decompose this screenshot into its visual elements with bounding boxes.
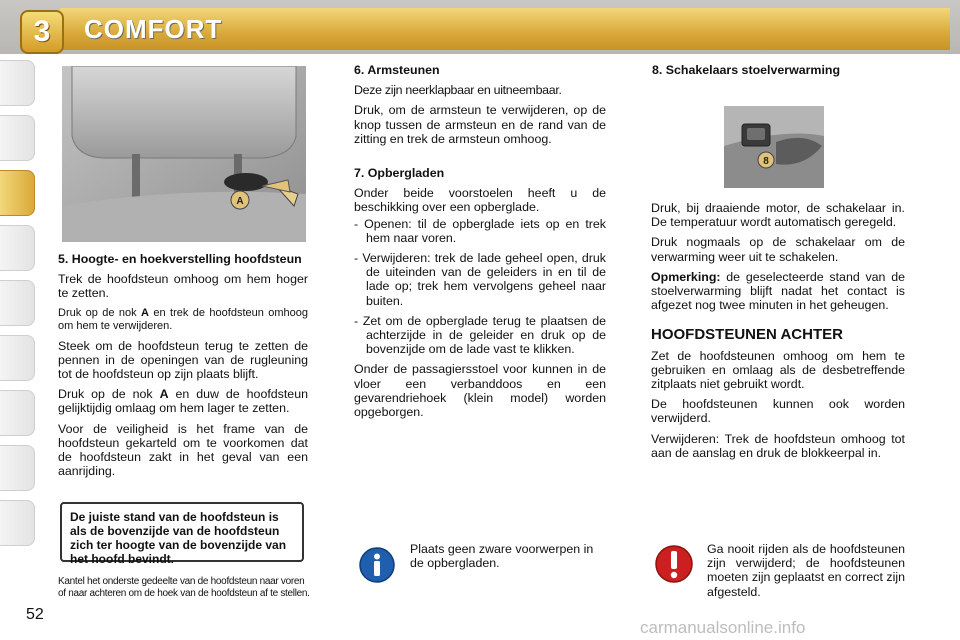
photo-label-a: A — [236, 196, 244, 207]
middle-column — [354, 63, 606, 425]
side-tab[interactable] — [0, 115, 35, 161]
headrest-illustration — [62, 66, 306, 242]
heading-seat-heating: 8. Schakelaars stoelverwarming — [652, 63, 841, 77]
paragraph: Onder beide voorstoelen heeft u de beschikking over een opberglade. — [354, 186, 606, 215]
paragraph: Verwijderen: Trek de hoofdsteun omhoog tot aan de aanslag en druk de blokkeerpal in. — [651, 431, 905, 460]
headrest-position-note: De juiste stand van de hoofdsteun is als de bovenzijde van de hoofdsteun zich ter hoogte van de bovenzijde van het hoofd bevindt. — [60, 502, 304, 562]
chapter-title: COMFORT — [84, 14, 223, 44]
heading-headrest-adjust: 5. Hoogte- en hoekverstelling hoofdsteun — [58, 252, 302, 266]
paragraph-lower — [58, 387, 308, 415]
side-tab[interactable] — [0, 335, 35, 381]
right-column — [651, 201, 905, 466]
paragraph: Trek de hoofdsteun omhoog om hem hoger te zetten. — [58, 272, 308, 301]
paragraph: De hoofdsteunen kunnen ook worden verwijderd. — [651, 397, 905, 426]
text: Druk op de nok — [58, 387, 160, 402]
headrest-photo — [62, 66, 306, 242]
page-number: 52 — [26, 606, 44, 623]
heading-armrests: 6. Armsteunen — [354, 63, 440, 77]
side-tab[interactable] — [0, 390, 35, 436]
warning-text: Ga nooit rijden als de hoofdsteunen zijn verwijderd; de hoofdsteunen moeten zijn geplaatst en correct zijn afgesteld. — [707, 542, 905, 599]
paragraph: Deze zijn neerklapbaar en uitneembaar. — [354, 83, 562, 98]
watermark: carmanualsonline.info — [640, 618, 806, 637]
text: Druk op de nok — [58, 306, 142, 319]
side-tab-active[interactable] — [0, 170, 35, 216]
headrest-caption: Kantel het onderste gedeelte van de hoofdsteun naar voren of naar achteren om de hoek van de hoofdsteun af te stellen. — [58, 576, 310, 599]
right-column-heading — [652, 63, 906, 83]
paragraph-remove — [58, 307, 308, 333]
paragraph: Voor de veiligheid is het frame van de hoofdsteun gekarteld om te voorkomen dat de hoofdsteun zakt in het geval van een aanrijding. — [58, 421, 308, 479]
info-icon — [358, 546, 396, 584]
side-tab[interactable] — [0, 445, 35, 491]
paragraph: Zet de hoofdsteunen omhoog om hem te gebruiken en omlaag als de desbetreffende zitplaats niet gebruikt wordt. — [651, 348, 905, 392]
side-tab[interactable] — [0, 280, 35, 326]
side-tab[interactable] — [0, 60, 35, 106]
side-tab[interactable] — [0, 225, 35, 271]
text: de geselecteerde stand van de stoelverwarming blijft nadat het contact is afgezet nog twee minuten in het geheugen. — [651, 269, 905, 313]
paragraph-remark — [651, 270, 905, 313]
section-title-rear-headrests: HOOFDSTEUNEN ACHTER — [651, 326, 843, 344]
paragraph: Druk nogmaals op de schakelaar om de verwarming weer uit te schakelen. — [651, 235, 905, 264]
heading-drawers: 7. Opbergladen — [354, 166, 445, 181]
seat-heating-photo — [724, 106, 824, 188]
warning-icon — [654, 544, 694, 584]
label-a: A — [159, 387, 169, 402]
label-a: A — [141, 306, 149, 319]
text: en duw de hoofdsteun gelijktijdig omlaag om hem lager te zetten. — [58, 387, 308, 416]
remark-label: Opmerking: — [651, 269, 721, 284]
photo-label-8: 8 — [763, 156, 769, 167]
seat-heating-switch-illustration — [724, 106, 824, 188]
info-text: Plaats geen zware voorwerpen in de opbergladen. — [410, 542, 594, 571]
paragraph: Druk, om de armsteun te verwijderen, op de knop tussen de armsteun en de rand van de zitting en trek de armsteun omhoog. — [354, 103, 606, 146]
text: en trek de hoofdsteun omhoog om hem te verwijderen. — [58, 306, 309, 332]
left-column — [58, 252, 308, 484]
list-item: - Openen: til de opberglade iets op en trek hem naar voren. — [354, 216, 606, 245]
side-tab[interactable] — [0, 500, 35, 546]
chapter-number-badge: 3 — [20, 10, 64, 54]
paragraph: Onder de passagiersstoel voor kunnen in de vloer een verbanddoos en een gevarendriehoek (klein model) worden opgeborgen. — [354, 362, 606, 420]
paragraph: Druk, bij draaiende motor, de schakelaar in. De temperatuur wordt automatisch geregeld. — [651, 201, 905, 230]
list-item: - Zet om de opberglade terug te plaatsen de achterzijde in de geleider en druk op de bovenzijde om de lade vast te klikken. — [354, 313, 606, 357]
paragraph: Steek om de hoofdsteun terug te zetten de pennen in de openingen van de rugleuning tot de hoofdsteun op zijn plaats blijft. — [58, 338, 308, 382]
chapter-side-tabs — [0, 60, 36, 555]
list-item: - Verwijderen: trek de lade geheel open, druk de uiteinden van de geleiders in en til de lade op; trek hem vervolgens geheel naar buiten. — [354, 251, 606, 308]
